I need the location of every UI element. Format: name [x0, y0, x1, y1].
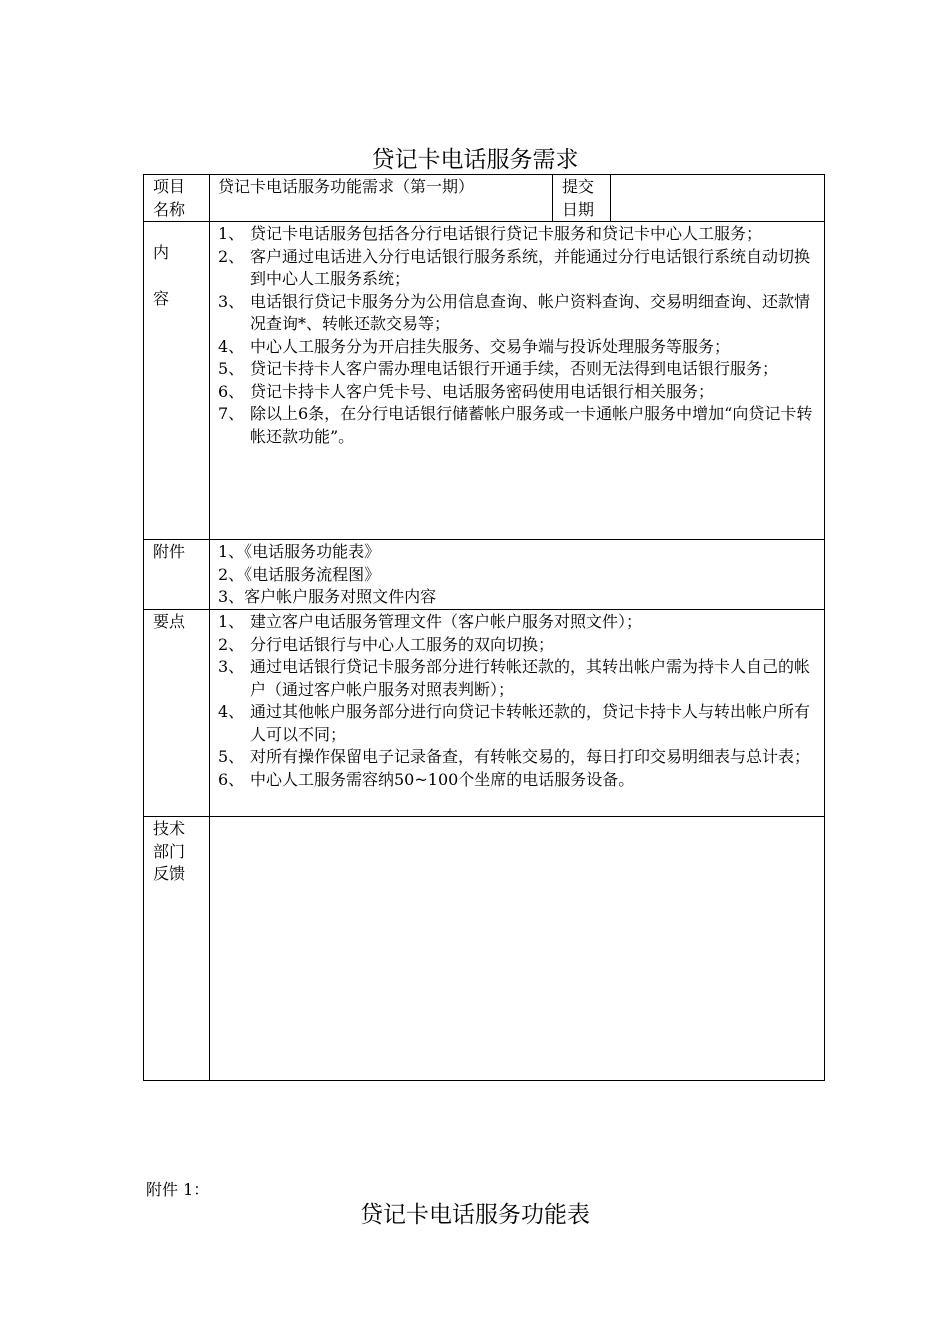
list-item: 5、 贷记卡持卡人客户需办理电话银行开通手续，否则无法得到电话银行服务；	[218, 359, 779, 378]
list-item: 2、《电话服务流程图》	[218, 564, 381, 584]
annex-label: 附件 1：	[146, 1180, 210, 1199]
list-item: 3、 通过电话银行贷记卡服务部分进行转帐还款的，其转出帐户需为持卡人自己的帐户（通过客户帐户服务对照表判断）；	[218, 657, 811, 699]
submit-date-value[interactable]	[611, 175, 825, 222]
list-item: 5、 对所有操作保留电子记录备查，有转帐交易的，每日打印交易明细表与总计表；	[218, 747, 811, 766]
requirement-form	[143, 174, 825, 1081]
list-item: 4、 中心人工服务分为开启挂失服务、交易争端与投诉处理服务等服务；	[218, 336, 731, 356]
document-title: 贷记卡电话服务需求	[371, 147, 579, 173]
project-name-value[interactable]: 贷记卡电话服务功能需求（第一期）	[210, 175, 553, 222]
key-points-cell[interactable]	[210, 610, 825, 817]
project-name-label: 项目 名称	[144, 175, 210, 222]
submit-date-label: 提交 日期	[553, 175, 611, 222]
list-item: 6、 中心人工服务需容纳50~100个坐席的电话服务设备。	[218, 769, 635, 789]
list-item: 1、 建立客户电话服务管理文件（客户帐户服务对照文件）；	[218, 612, 643, 631]
list-item: 1、《电话服务功能表》	[218, 542, 381, 561]
key-points-row	[144, 610, 825, 817]
list-item: 3、客户帐户服务对照文件内容	[218, 587, 437, 606]
list-item: 1、 贷记卡电话服务包括各分行电话银行贷记卡服务和贷记卡中心人工服务；	[218, 224, 763, 243]
feedback-label: 技术 部门 反馈	[144, 817, 210, 1081]
attachments-cell[interactable]	[210, 540, 825, 610]
list-item: 6、 贷记卡持卡人客户凭卡号、电话服务密码使用电话银行相关服务；	[218, 381, 715, 401]
key-points-list	[218, 611, 818, 791]
feedback-row	[144, 817, 825, 1081]
feedback-cell[interactable]	[210, 817, 825, 1081]
content-cell[interactable]	[210, 222, 825, 540]
annex-title: 贷记卡电话服务功能表	[360, 1202, 590, 1228]
key-points-label: 要点	[144, 610, 210, 817]
list-item: 7、 除以上6条，在分行电话银行储蓄帐户服务或一卡通帐户服务中增加“向贷记卡转帐还款功能”。	[218, 404, 813, 446]
content-row	[144, 222, 825, 540]
attachments-row	[144, 540, 825, 610]
content-label: 内 容	[144, 222, 210, 540]
list-item: 3、 电话银行贷记卡服务分为公用信息查询、帐户资料查询、交易明细查询、还款情况查询*、转帐还款交易等；	[218, 291, 811, 333]
list-item: 2、 分行电话银行与中心人工服务的双向切换；	[218, 634, 555, 654]
content-list	[218, 223, 818, 448]
list-item: 4、 通过其他帐户服务部分进行向贷记卡转帐还款的，贷记卡持卡人与转出帐户所有人可以不同；	[218, 702, 811, 744]
attachments-label: 附件	[144, 540, 210, 610]
list-item: 2、 客户通过电话进入分行电话银行服务系统，并能通过分行电话银行系统自动切换到中心人工服务系统；	[218, 246, 811, 288]
project-row	[144, 175, 825, 222]
